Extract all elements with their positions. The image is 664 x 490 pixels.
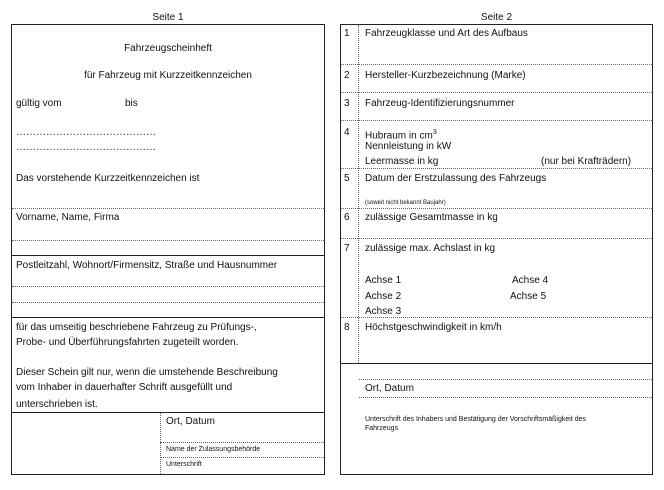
assignment-text-line-1: für das umseitig beschriebene Fahrzeug zu Prüfungs-, [16,322,257,333]
row-number: 8 [344,322,350,333]
authority-label: Name der Zulassungsbehörde [166,446,261,453]
divider [341,64,652,65]
displacement-text: Hubraum in cm [365,130,433,142]
row-number: 6 [344,212,350,223]
column-divider [160,413,161,474]
gross-mass-label: zulässige Gesamtmasse in kg [365,212,498,223]
row-number: 1 [344,28,350,39]
divider [12,208,324,209]
divider [341,317,652,318]
divider [12,317,324,318]
manufacturer-label: Hersteller-Kurzbezeichnung (Marke) [365,70,526,81]
valid-to-label: bis [125,98,138,109]
plate-statement: Das vorstehende Kurzzeitkennzeichen ist [16,173,200,184]
empty-mass-label: Leermasse in kg [365,156,439,167]
dotted-fill-line-1: …………………………………… [16,127,156,138]
row-number: 4 [344,127,350,138]
form-title: Fahrzeugscheinheft [124,43,212,54]
axle-1-label: Achse 1 [365,275,402,286]
divider [12,412,324,413]
validity-text-line-3: unterschrieben ist. [16,399,98,410]
divider [341,168,652,169]
divider [12,255,324,256]
divider [12,240,324,241]
place-date-label: Ort, Datum [365,383,414,394]
valid-from-label: gültig vom [16,98,62,109]
displacement-superscript: 3 [432,129,437,136]
divider [341,208,652,209]
axle-4-label: Achse 4 [512,275,549,286]
validity-text-line-1: Dieser Schein gilt nur, wenn die umstehende Beschreibung [16,367,278,378]
assignment-text-line-2: Probe- und Überführungsfahrten zugeteilt worden. [16,337,239,348]
divider [341,92,652,93]
axle-3-label: Achse 3 [365,306,402,317]
name-label: Vorname, Name, Firma [16,212,120,223]
address-label: Postleitzahl, Wohnort/Firmensitz, Straße und Hausnummer [16,260,278,271]
place-date-label: Ort, Datum [166,416,215,427]
divider [341,363,652,364]
divider [160,442,324,443]
divider [359,379,652,380]
owner-signature-text-line-2: Fahrzeugs [365,425,399,432]
row-number: 3 [344,98,350,109]
page1-heading: Seite 1 [152,12,184,23]
divider [359,397,652,398]
dotted-fill-line-2: …………………………………… [16,142,156,153]
vehicle-class-label: Fahrzeugklasse und Art des Aufbaus [365,28,528,39]
axle-2-label: Achse 2 [365,291,402,302]
row-number: 2 [344,70,350,81]
divider [12,286,324,287]
construction-year-note: (soweit nicht bekannt Baujahr) [365,200,446,206]
motorcycle-note: (nur bei Krafträdern) [541,156,632,167]
row-number: 5 [344,173,350,184]
form-subtitle: für Fahrzeug mit Kurzzeitkennzeichen [84,70,252,81]
vin-label: Fahrzeug-Identifizierungsnummer [365,98,515,109]
divider [160,457,324,458]
axle-load-label: zulässige max. Achslast in kg [365,243,496,254]
row-number: 7 [344,243,350,254]
divider [12,302,324,303]
number-column-divider [358,25,359,363]
signature-label: Unterschrift [166,461,202,468]
page2-heading: Seite 2 [480,12,513,23]
divider [341,120,652,121]
max-speed-label: Höchstgeschwindigkeit in km/h [365,322,502,333]
first-registration-label: Datum der Erstzulassung des Fahrzeugs [365,173,547,184]
axle-5-label: Achse 5 [510,291,547,302]
power-label: Nennleistung in kW [365,141,452,152]
owner-signature-text-line-1: Unterschrift des Inhabers und Bestätigung der Vorschriftsmäßigkeit des [365,416,586,423]
validity-text-line-2: vom Inhaber in dauerhafter Schrift ausgefüllt und [16,382,233,393]
divider [341,238,652,239]
